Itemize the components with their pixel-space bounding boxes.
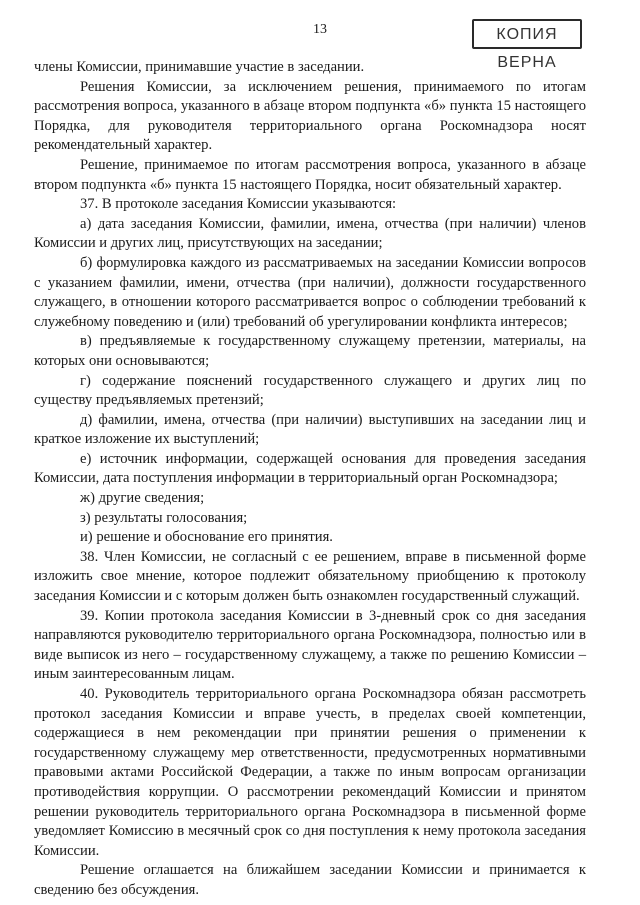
clause-37-item-i: и) решение и обоснование его принятия. bbox=[80, 529, 333, 546]
clause-37-item-z: з) результаты голосования; bbox=[80, 509, 248, 526]
clause-37-item-e: е) источник информации, содержащей основания для проведения заседания Комиссии, дата поступления информации в территориальный орган Роскомнадзора; bbox=[34, 450, 586, 487]
clause-38: 38. Член Комиссии, не согласный с ее решением, вправе в письменной форме изложить свое мнение, которое подлежит обязательному приобщению к протоколу заседания Комиссии и с которым должен быть ознакомлен государственный служащий. bbox=[34, 548, 586, 605]
paragraph-continuation: члены Комиссии, принимавшие участие в заседании. bbox=[34, 59, 365, 75]
paragraph-announcement: Решение оглашается на ближайшем заседании Комиссии и принимается к сведению без обсуждения. bbox=[34, 862, 586, 898]
clause-39: 39. Копии протокола заседания Комиссии в 3-дневный срок со дня заседания направляются руководителю территориального органа Роскомнадзора, полностью или в виде выписок из него – государственному служащему, а также по решению Комиссии – иным заинтересованным лицам. bbox=[34, 607, 586, 683]
paragraph-binding-decision: Решение, принимаемое по итогам рассмотрения вопроса, указанного в абзаце втором подпункта «б» пункта 15 настоящего Порядка, носит обязательный характер. bbox=[34, 156, 586, 193]
document-body bbox=[34, 58, 586, 901]
clause-37-item-g: г) содержание пояснений государственного служащего и других лиц по существу предъявляемых претензий; bbox=[34, 372, 586, 409]
clause-37-item-b: б) формулировка каждого из рассматриваемых на заседании Комиссии вопросов с указанием фамилии, имени, отчества (при наличии), должности государственного служащего, в отношении которого рассматривается вопрос о соблюдении требований к служебному поведению и (или) требований об урегулировании конфликта интересов; bbox=[34, 254, 586, 330]
paragraph-decisions: Решения Комиссии, за исключением решения, принимаемого по итогам рассмотрения вопроса, указанного в абзаце втором подпункта «б» пункта 15 настоящего Порядка, для руководителя территориального органа Роскомнадзора носят рекомендательный характер. bbox=[34, 78, 586, 154]
clause-40: 40. Руководитель территориального органа Роскомнадзора обязан рассмотреть протокол заседания Комиссии и вправе учесть, в пределах своей компетенции, содержащиеся в нем рекомендации при принятии решения о применении к государственному служащему мер ответственности, предусмотренных нормативными правовыми актами Российской Федерации, а также по иным вопросам организации противодействия коррупции. О рассмотрении рекомендаций Комиссии и принятом решении руководитель территориального органа Роскомнадзора в письменной форме уведомляет Комиссию в месячный срок со дня поступления к нему протокола заседания Комиссии. bbox=[34, 686, 586, 859]
copy-certified-stamp: КОПИЯ ВЕРНА bbox=[472, 19, 582, 49]
clause-37-item-a: а) дата заседания Комиссии, фамилии, имена, отчества (при наличии) членов Комиссии и других лиц, присутствующих на заседании; bbox=[34, 215, 586, 252]
clause-37-item-zh: ж) другие сведения; bbox=[80, 490, 205, 507]
page-number: 13 bbox=[313, 22, 327, 37]
clause-37-item-d: д) фамилии, имена, отчества (при наличии) выступивших на заседании лиц и краткое изложение их выступлений; bbox=[34, 411, 586, 448]
clause-37-heading: 37. В протоколе заседания Комиссии указываются: bbox=[80, 196, 397, 213]
clause-37-item-v: в) предъявляемые к государственному служащему претензии, материалы, на которых они основываются; bbox=[34, 333, 586, 369]
